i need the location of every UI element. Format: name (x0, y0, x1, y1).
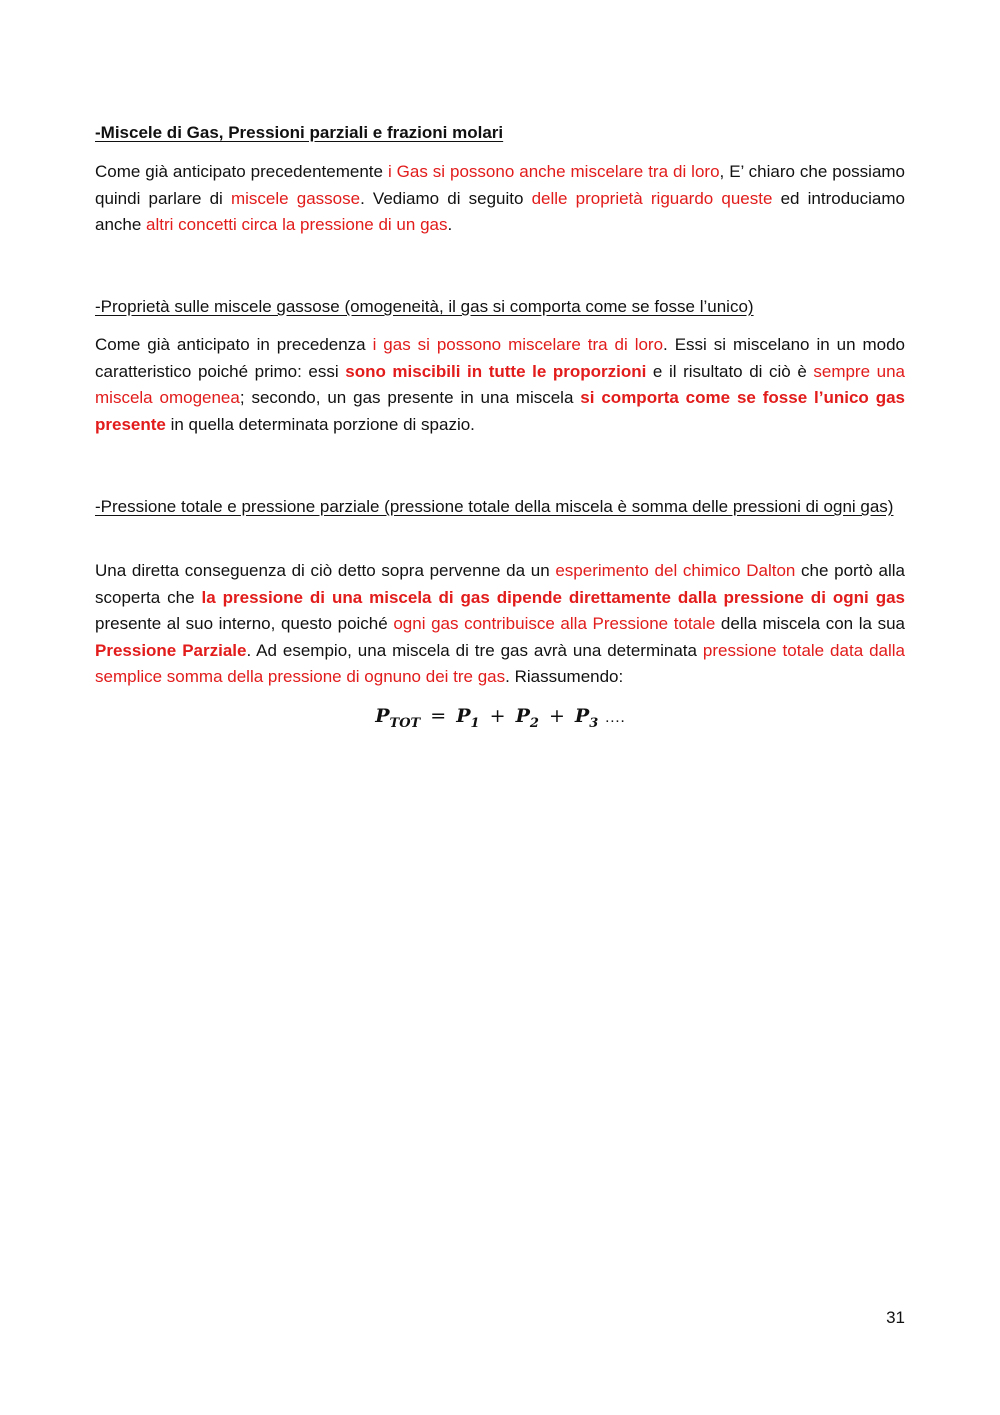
text-run: . (447, 215, 453, 235)
highlight-bold-text: si comporta come se fosse l’unico gas presente (95, 388, 905, 434)
highlight-text: ogni gas contribuisce alla Pressione totale (393, 614, 716, 634)
formula-term-subscript: 1 (470, 715, 480, 731)
text-run: della miscela con la sua (715, 614, 905, 634)
dalton-formula (0, 705, 1000, 731)
highlight-text: pressione totale data dalla semplice somma della pressione di ognuno dei tre gas (95, 640, 905, 687)
text-run: ed introduciamo anche (95, 188, 905, 235)
highlight-text: i gas si possono miscelare tra di loro (372, 335, 664, 354)
highlight-text: sempre una miscela omogenea (95, 361, 905, 408)
text-run: ; secondo, un gas presente in una miscela (239, 388, 581, 408)
text-run: che portò alla scoperta che (95, 561, 906, 607)
paragraph-proprieta-miscele (95, 332, 905, 438)
formula-ellipsis: …. (604, 709, 625, 726)
formula-equals: = (430, 705, 447, 727)
formula-term-subscript: 3 (589, 715, 599, 731)
text-run: e il risultato di ciò è (646, 361, 814, 381)
section-heading-proprieta-miscele: -Proprietà sulle miscele gassose (omogeneità, il gas si comporta come se fosse l’unico) (95, 297, 754, 316)
formula-plus: + (548, 705, 565, 727)
formula-term: P (574, 705, 590, 727)
formula-lhs-subscript: TOT (389, 715, 421, 731)
section-heading-miscele-di-gas: -Miscele di Gas, Pressioni parziali e frazioni molari (95, 123, 504, 142)
highlight-bold-text: Pressione Parziale (95, 640, 247, 660)
text-run: . Essi si miscelano in un modo caratteristico poiché primo: essi (95, 335, 905, 381)
text-run: , E’ chiaro che possiamo quindi parlare di (95, 162, 906, 208)
highlight-bold-text: la pressione di una miscela di gas dipende direttamente dalla pressione di ogni gas (201, 587, 905, 607)
text-run: Come già anticipato in precedenza (95, 335, 373, 354)
formula-term-subscript: 2 (529, 715, 539, 731)
section-heading-pressione-totale: -Pressione totale e pressione parziale (pressione totale della miscela è somma delle pressioni di ogni gas) (95, 497, 894, 516)
paragraph-pressione-totale (95, 558, 905, 691)
highlight-text: esperimento del chimico Dalton (555, 561, 796, 580)
paragraph-miscele-di-gas (95, 159, 905, 239)
highlight-text: miscele gassose (230, 188, 361, 208)
text-run: . Ad esempio, una miscela di tre gas avrà una determinata (246, 640, 703, 660)
formula-term: P (456, 705, 471, 727)
highlight-bold-text: sono miscibili in tutte le proporzioni (345, 361, 647, 381)
text-run: . Vediamo di seguito (360, 188, 532, 208)
text-run: presente al suo interno, questo poiché (95, 614, 394, 634)
highlight-text: delle proprietà riguardo queste (531, 188, 773, 208)
formula-term: P (515, 705, 530, 727)
formula-plus: + (489, 705, 506, 727)
highlight-text: i Gas si possono anche miscelare tra di loro (387, 162, 720, 181)
text-run: in quella determinata porzione di spazio. (165, 414, 475, 434)
formula-lhs: P (375, 705, 390, 727)
text-run: . Riassumendo: (505, 667, 624, 687)
page-number: 31 (886, 1308, 905, 1327)
text-run: Una diretta conseguenza di ciò detto sopra pervenne da un (95, 561, 556, 580)
highlight-text: altri concetti circa la pressione di un gas (146, 215, 448, 235)
text-run: Come già anticipato precedentemente (95, 162, 388, 181)
